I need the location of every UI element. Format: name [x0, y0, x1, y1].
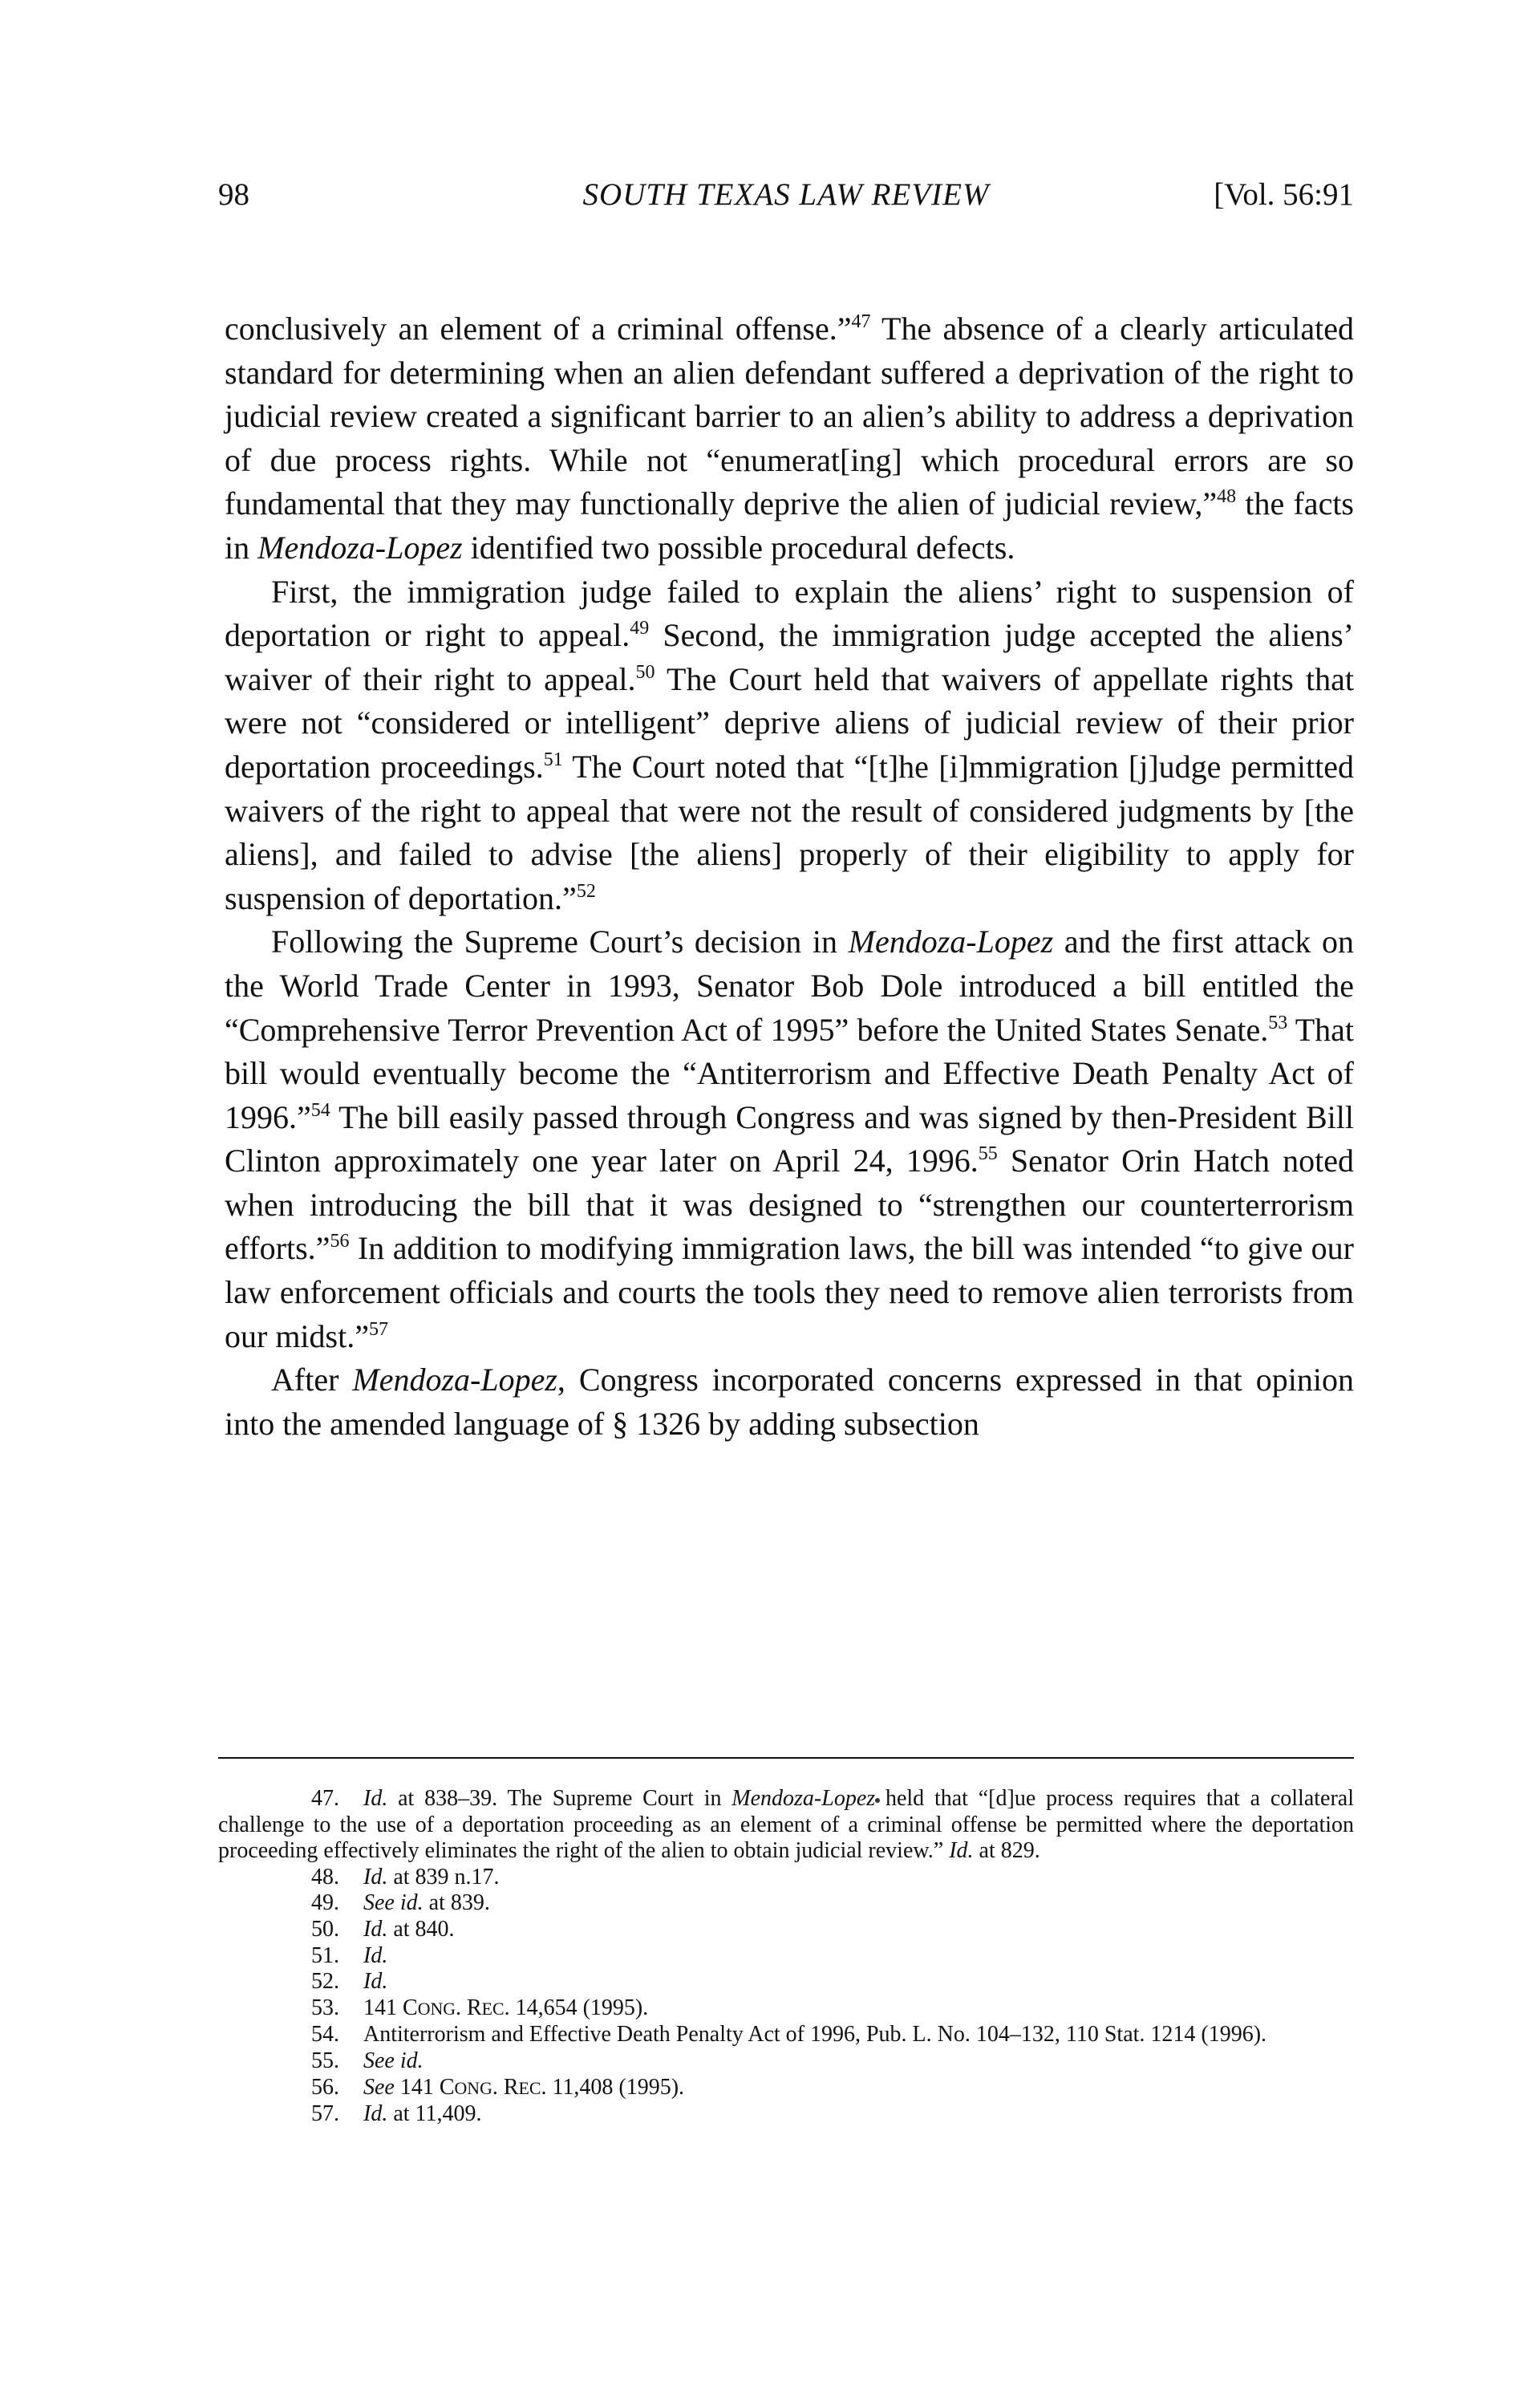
small-caps-text: EC: [481, 1999, 505, 2019]
volume-citation: [Vol. 56:91: [1214, 177, 1354, 212]
journal-title: SOUTH TEXAS LAW REVIEW: [582, 177, 990, 212]
footnote-number: 53.: [311, 1995, 339, 2020]
text-run: at 839 n.17.: [387, 1864, 500, 1889]
footnote-reference: 57: [368, 1318, 388, 1340]
main-text: [225, 307, 1354, 1446]
small-caps-text: ONG: [417, 1999, 456, 2019]
body-paragraph: [225, 307, 1354, 570]
footnote: [218, 1917, 1354, 1943]
italic-text: Id.: [363, 1864, 388, 1889]
footnote-number: 50.: [311, 1916, 339, 1942]
text-run: First, the immigration judge failed to explain the aliens’ right to suspension of deportation or right to appeal.: [225, 573, 1354, 654]
italic-text: Id.: [363, 2101, 388, 2127]
italic-text: See: [363, 2074, 395, 2100]
text-run: at 838–39. The Supreme Court in: [387, 1786, 732, 1811]
footnote-number: 54.: [311, 2022, 339, 2048]
text-run: The bill easily passed through Congress and was signed by then-President Bill Clinton approximately one year later on April 24, 1996.: [225, 1098, 1354, 1179]
text-run: That bill would eventually become the “Antiterrorism and Effective Death Penalty Act of 1996.”: [225, 1011, 1354, 1135]
text-run: Second, the immigration judge accepted the aliens’ waiver of their right to appeal.: [225, 617, 1354, 697]
footnote-number: 47.: [311, 1786, 339, 1811]
footnote-reference: 55: [978, 1143, 998, 1165]
footnote: [218, 2101, 1354, 2128]
footnote: [218, 1865, 1354, 1891]
footnote-reference: 47: [851, 311, 871, 332]
text-run: The Court held that waivers of appellate rights that were not “considered or intelligent” deprive aliens of judicial review of their prior deportation proceedings.: [225, 660, 1354, 785]
text-run: held that “[d]ue process requires that a collateral challenge to the use of a deportation proceeding as an element of a criminal offense be permitted where the deportation proceeding effectively eliminates the right of the alien to obtain judicial review.”: [218, 1786, 1354, 1864]
italic-text: Id.: [949, 1838, 974, 1864]
footnote-reference: 50: [635, 661, 655, 683]
footnote-reference: 48: [1217, 486, 1237, 508]
footnote-number: 56.: [311, 2074, 339, 2100]
text-run: The Court noted that “[t]he [i]mmigration [j]udge permitted waivers of the right to appeal that were not the result of considered judgments by [the aliens], and failed to advise [the aliens] properly of their eligibility to apply for suspension of deportation.”: [225, 748, 1354, 916]
page-number: 98: [218, 177, 249, 212]
text-run: at 11,409.: [387, 2101, 482, 2127]
italic-text: Mendoza-Lopez: [352, 1362, 557, 1398]
body-paragraph: [225, 920, 1354, 1358]
footnote-divider: [218, 1757, 1354, 1759]
footnote-reference: 53: [1268, 1012, 1288, 1033]
text-run: and the first attack on the World Trade Center in 1993, Senator Bob Dole introduced a bill entitled the “Comprehensive Terror Prevention Act of 1995” before the United States Senate.: [225, 923, 1354, 1048]
footnote: [218, 2075, 1354, 2102]
italic-text: Mendoza-Lopez: [848, 923, 1054, 960]
footnote-reference: 54: [310, 1099, 330, 1121]
text-run: identified two possible procedural defects.: [462, 529, 1015, 566]
footnote: [218, 1995, 1354, 2023]
text-run: 141 C: [394, 2074, 455, 2100]
text-run: Following the Supreme Court’s decision in: [271, 923, 849, 960]
text-run: conclusively an element of a criminal offense.”: [225, 311, 852, 347]
footnote-reference: 51: [543, 749, 563, 770]
footnote-reference: 52: [576, 880, 596, 902]
text-run: Antiterrorism and Effective Death Penalty Act of 1996, Pub. L. No. 104–132, 110 Stat. 1214 (1996).: [363, 2022, 1267, 2048]
italic-text: Mendoza-Lopez: [257, 529, 463, 566]
italic-text: See id.: [363, 1890, 424, 1916]
small-caps-text: EC: [518, 2078, 541, 2098]
footnote-number: 52.: [311, 1969, 339, 1995]
text-run: at 829.: [973, 1838, 1040, 1864]
text-run: , Congress incorporated concerns expressed in that opinion into the amended language of § 1326 by adding subsection: [225, 1362, 1354, 1442]
text-run: . 11,408 (1995).: [541, 2074, 685, 2100]
footnote: [218, 1890, 1354, 1917]
text-run: In addition to modifying immigration laws, the bill was intended “to give our law enforcement officials and courts the tools they need to remove alien terrorists from our midst.”: [225, 1230, 1354, 1354]
italic-text: Id.: [363, 1969, 388, 1995]
text-run: . R: [492, 2074, 519, 2100]
footnote: [218, 2022, 1354, 2048]
body-paragraph: [225, 570, 1354, 921]
footnote-number: 51.: [311, 1942, 339, 1968]
text-run: The absence of a clearly articulated standard for determining when an alien defendant suffered a deprivation of the right to judicial review created a significant barrier to an alien’s ability to address a deprivation of due process rights. While not “enumerat[ing] which procedural errors are so fundamental that they may functionally deprive the alien of judicial review,”: [225, 311, 1354, 522]
text-run: . 14,654 (1995).: [504, 1995, 649, 2020]
footnote-number: 49.: [311, 1890, 339, 1916]
italic-text: Mendoza-Lopez: [732, 1786, 876, 1811]
text-run: at 840.: [387, 1916, 455, 1942]
italic-text: Id.: [363, 1786, 388, 1811]
footnote-reference: 56: [330, 1231, 350, 1252]
footnote: [218, 1943, 1354, 1970]
footnote-reference: 49: [630, 618, 650, 639]
footnote: [218, 2048, 1354, 2075]
running-header: [218, 175, 1354, 215]
footnote-number: 55.: [311, 2048, 339, 2073]
italic-text: Id.: [363, 1942, 388, 1968]
text-run: Senator Orin Hatch noted when introducing the bill that it was designed to “strengthen our counterterrorism efforts.”: [225, 1143, 1354, 1267]
footnote: [218, 1969, 1354, 1995]
body-paragraph: [225, 1358, 1354, 1446]
italic-text: Id.: [363, 1916, 388, 1942]
text-run: 141 C: [363, 1995, 418, 2020]
small-caps-text: ONG: [454, 2078, 492, 2098]
italic-text: See id.: [363, 2048, 424, 2073]
footnote-number: 48.: [311, 1864, 339, 1889]
footnotes: [218, 1786, 1354, 2128]
footnote-number: 57.: [311, 2101, 339, 2127]
footnote: [218, 1786, 1354, 1865]
text-run: the facts in: [225, 485, 1354, 566]
text-run: . R: [455, 1995, 482, 2020]
text-run: After: [271, 1362, 353, 1398]
text-run: at 839.: [423, 1890, 490, 1916]
